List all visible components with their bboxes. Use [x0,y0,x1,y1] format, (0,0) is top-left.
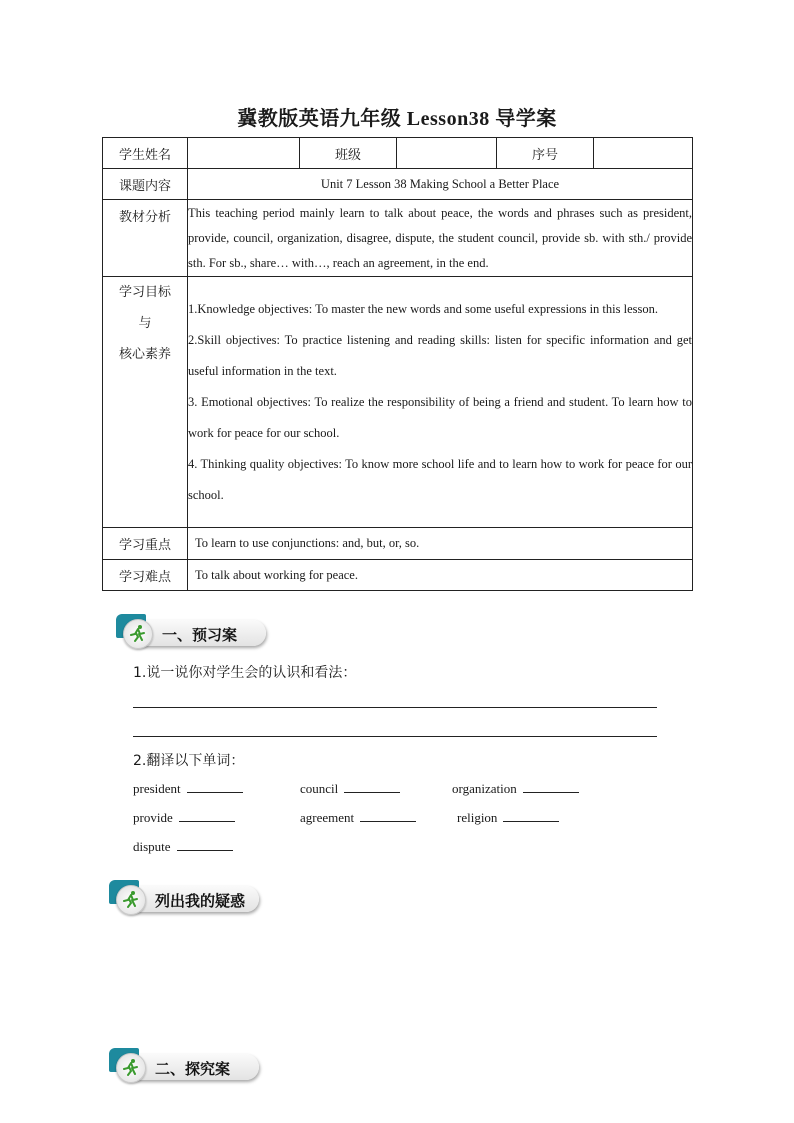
word-item [300,809,416,826]
word-text: provide [133,810,173,825]
word-item [133,809,235,826]
word-item [300,780,400,797]
class-label: 班级 [300,138,397,169]
word-item [133,838,233,855]
word-text: organization [452,781,517,796]
student-name-label: 学生姓名 [103,138,188,169]
word-blank[interactable] [523,780,579,793]
class-field[interactable] [397,138,497,169]
word-text: agreement [300,810,355,825]
key-label: 学习重点 [103,528,188,560]
objective-1: 1.Knowledge objectives: To master the new words and some useful expressions in this lesson. [188,301,658,316]
goals-label [103,277,188,528]
question-1: 1.说一说你对学生会的认识和看法： [133,665,357,681]
word-blank[interactable] [187,780,243,793]
topic-value: Unit 7 Lesson 38 Making School a Better Place [188,169,693,200]
number-field[interactable] [594,138,693,169]
section-heading-text: 列出我的疑惑 [155,892,246,910]
word-blank[interactable] [503,809,559,822]
word-text: president [133,781,181,796]
student-name-field[interactable] [188,138,300,169]
word-text: dispute [133,839,171,854]
objective-4: 4. Thinking quality objectives: To know more school life and to learn how to work for peace for our school. [188,456,692,502]
section-heading-text: 二、探究案 [155,1060,231,1078]
objectives-cell [188,277,693,528]
difficulty-value: To talk about working for peace. [188,560,693,591]
page-title: 冀教版英语九年级 Lesson38 导学案 [237,108,557,130]
word-text: religion [457,810,498,825]
word-text: council [300,781,339,796]
section-heading-questions [109,880,259,916]
goals-label-line-2: 与 [138,316,152,331]
section-heading-explore [109,1048,259,1084]
analysis-value: This teaching period mainly learn to talk about peace, the words and phrases such as president, provide, council, organization, disagree, dispute, the student council, provide sb. with sth./ provide sth. For sb., share… with…, reach an agreement, in the end. [188,200,693,277]
difficulty-label: 学习难点 [103,560,188,591]
question-2: 2.翻译以下单词： [133,753,245,769]
runner-icon [123,619,153,649]
word-blank[interactable] [179,809,235,822]
goals-label-line-1: 学习目标 [118,285,171,300]
answer-line-2[interactable] [133,736,657,737]
runner-icon [116,885,146,915]
word-blank[interactable] [360,809,416,822]
number-label: 序号 [497,138,594,169]
word-item [452,780,579,797]
word-item [133,780,243,797]
objective-2: 2.Skill objectives: To practice listening and reading skills: listen for specific information and get useful information in the text. [188,332,692,378]
runner-icon [116,1053,146,1083]
word-blank[interactable] [177,838,233,851]
objective-3: 3. Emotional objectives: To realize the responsibility of being a friend and student. To learn how to work for peace for our school. [188,394,692,440]
goals-label-line-3: 核心素养 [118,347,171,362]
section-heading-preview [116,614,266,650]
word-item [457,809,559,826]
answer-line-1[interactable] [133,707,657,708]
key-value: To learn to use conjunctions: and, but, or, so. [188,528,693,560]
section-heading-text: 一、预习案 [162,626,238,644]
analysis-label: 教材分析 [103,200,188,277]
info-table [102,137,693,591]
word-blank[interactable] [344,780,400,793]
topic-label: 课题内容 [103,169,188,200]
